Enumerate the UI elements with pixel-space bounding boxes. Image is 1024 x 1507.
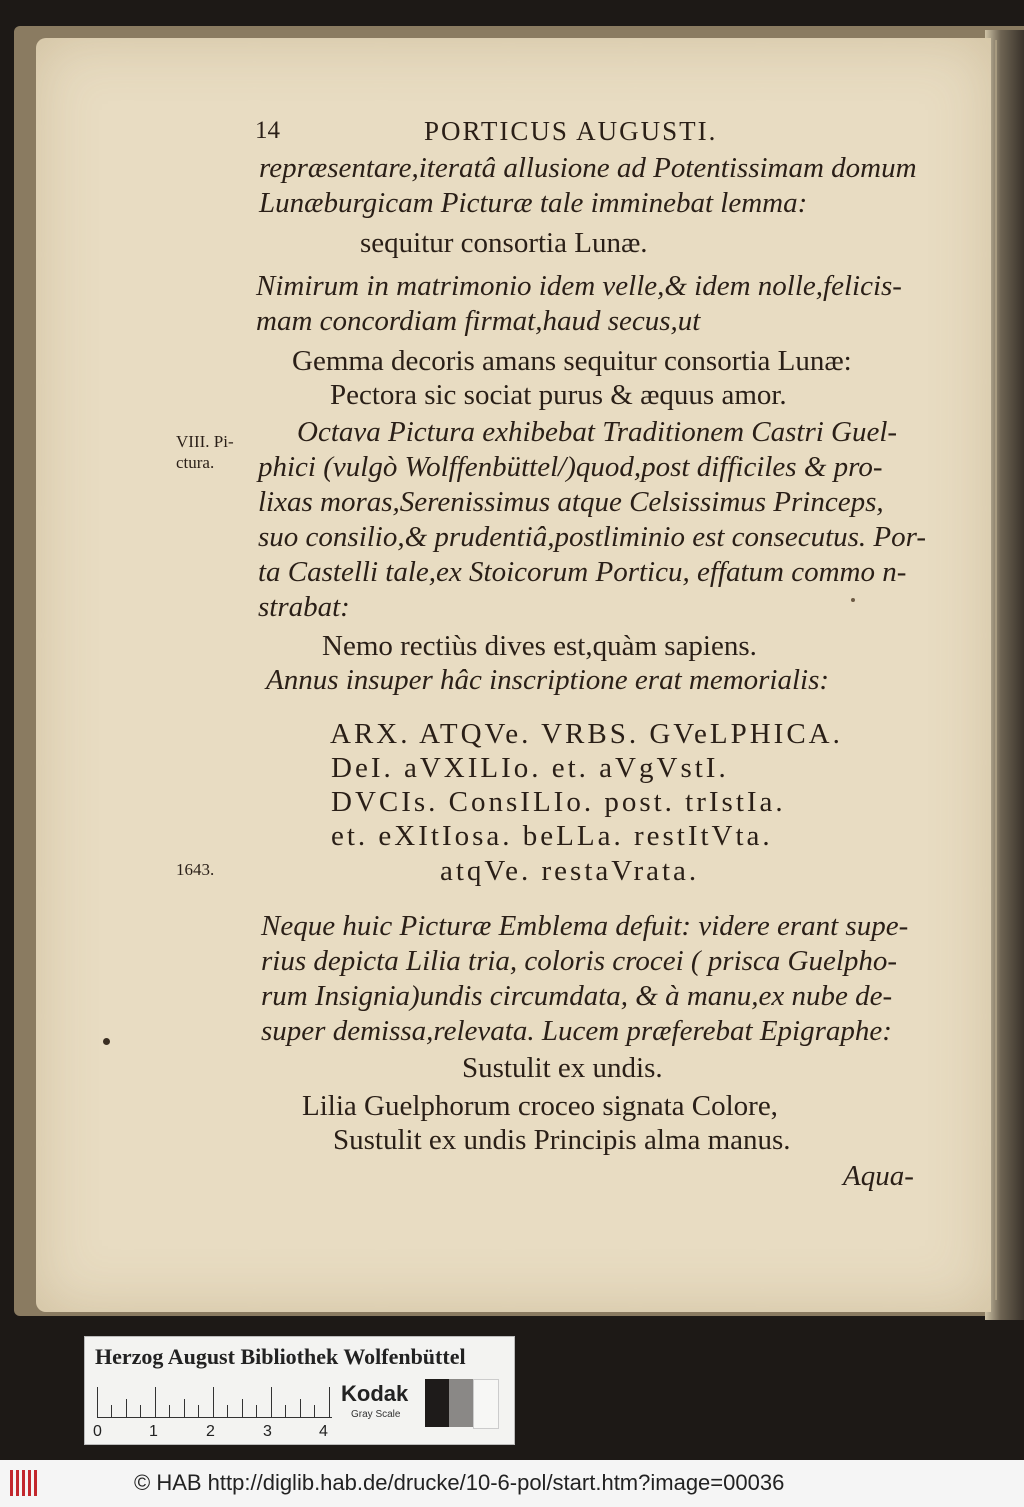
ruler-number: 4 — [319, 1423, 328, 1440]
ruler — [97, 1387, 332, 1418]
text-line: Neque huic Picturæ Emblema defuit: videre erant supe- — [261, 910, 909, 942]
chronogram-line: DVCIs. ConsILIo. post. trIstIa. — [331, 786, 786, 818]
text-line: repræsentare,iteratâ allusione ad Potentissimam domum — [259, 152, 917, 184]
hab-logo-icon — [8, 1466, 42, 1500]
text-line: lixas moras,Serenissimus atque Celsissimus Princeps, — [258, 486, 884, 518]
ruler-tick — [242, 1399, 243, 1417]
ruler-number: 0 — [93, 1423, 102, 1440]
ruler-tick — [111, 1405, 112, 1417]
ruler-tick — [140, 1405, 141, 1417]
page-number: 14 — [255, 117, 280, 144]
ruler-number: 3 — [263, 1423, 272, 1440]
chronogram-line: ARX. ATQVe. VRBS. GVeLPHICA. — [330, 718, 843, 750]
text-line: strabat: — [258, 591, 350, 623]
verse-line: Sustulit ex undis Principis alma manus. — [333, 1124, 791, 1156]
kodak-subtitle: Gray Scale — [351, 1409, 401, 1420]
text-line: Octava Pictura exhibebat Traditionem Castri Guel- — [297, 416, 898, 448]
margin-note: ctura. — [176, 453, 215, 472]
motto-line: Nemo rectiùs dives est,quàm sapiens. — [322, 630, 757, 662]
text-line: Lunæburgicam Picturæ tale imminebat lemma: — [259, 187, 808, 219]
text-line: suo consilio,& prudentiâ,postliminio est consecutus. Por- — [258, 521, 926, 553]
ruler-tick — [213, 1387, 214, 1417]
ruler-tick — [169, 1405, 170, 1417]
text-line: Annus insuper hâc inscriptione erat memorialis: — [266, 664, 830, 696]
ruler-tick — [256, 1405, 257, 1417]
chronogram-line: et. eXItIosa. beLLa. restItVta. — [331, 820, 773, 852]
catchword: Aqua- — [843, 1160, 914, 1192]
kodak-logo: Kodak — [341, 1381, 409, 1406]
gray-patch-mid — [449, 1379, 473, 1427]
text-line: phici (vulgò Wolffenbüttel/)quod,post difficiles & pro- — [258, 451, 883, 483]
ruler-number: 1 — [149, 1423, 158, 1440]
ruler-number: 2 — [206, 1423, 215, 1440]
text-line: ta Castelli tale,ex Stoicorum Porticu, effatum commo n- — [258, 556, 907, 588]
verse-line: Gemma decoris amans sequitur consortia Lunæ: — [292, 345, 852, 377]
card-title: Herzog August Bibliothek Wolfenbüttel — [95, 1344, 466, 1369]
text-line: rum Insignia)undis circumdata, & à manu,ex nube de- — [261, 980, 893, 1012]
ruler-tick — [198, 1405, 199, 1417]
chronogram-line: DeI. aVXILIo. et. aVgVstI. — [331, 752, 729, 784]
ruler-tick — [329, 1387, 330, 1417]
ruler-tick — [97, 1387, 98, 1417]
running-head: PORTICUS AUGUSTI. — [424, 116, 718, 146]
ruler-tick — [126, 1399, 127, 1417]
kodak-color-card — [84, 1336, 515, 1445]
gray-patch-black — [425, 1379, 449, 1427]
ruler-tick — [285, 1405, 286, 1417]
text-line: super demissa,relevata. Lucem præferebat Epigraphe: — [261, 1015, 892, 1047]
margin-note: VIII. Pi- — [176, 432, 234, 451]
ruler-tick — [271, 1387, 272, 1417]
ruler-tick — [314, 1405, 315, 1417]
verse-line: Lilia Guelphorum croceo signata Colore, — [302, 1090, 778, 1122]
text-line: Nimirum in matrimonio idem velle,& idem nolle,felicis- — [256, 270, 902, 302]
margin-dot — [103, 1038, 110, 1045]
gray-patch-white — [473, 1379, 499, 1429]
ruler-tick — [155, 1387, 156, 1417]
chronogram-line: atqVe. restaVrata. — [440, 855, 700, 887]
text-line: mam concordiam firmat,haud secus,ut — [256, 305, 701, 337]
lemma-line: sequitur consortia Lunæ. — [360, 227, 648, 259]
ruler-tick — [227, 1405, 228, 1417]
footer-link[interactable]: © HAB http://diglib.hab.de/drucke/10-6-pol/start.htm?image=00036 — [134, 1470, 785, 1495]
verse-line: Pectora sic sociat purus & æquus amor. — [330, 379, 787, 411]
ruler-tick — [300, 1399, 301, 1417]
gutter-line — [995, 40, 997, 1300]
epigraph-line: Sustulit ex undis. — [462, 1052, 663, 1084]
ruler-tick — [184, 1399, 185, 1417]
ink-speck — [851, 598, 855, 602]
margin-note-year: 1643. — [176, 860, 215, 879]
text-line: rius depicta Lilia tria, coloris crocei ( prisca Guelpho- — [261, 945, 898, 977]
